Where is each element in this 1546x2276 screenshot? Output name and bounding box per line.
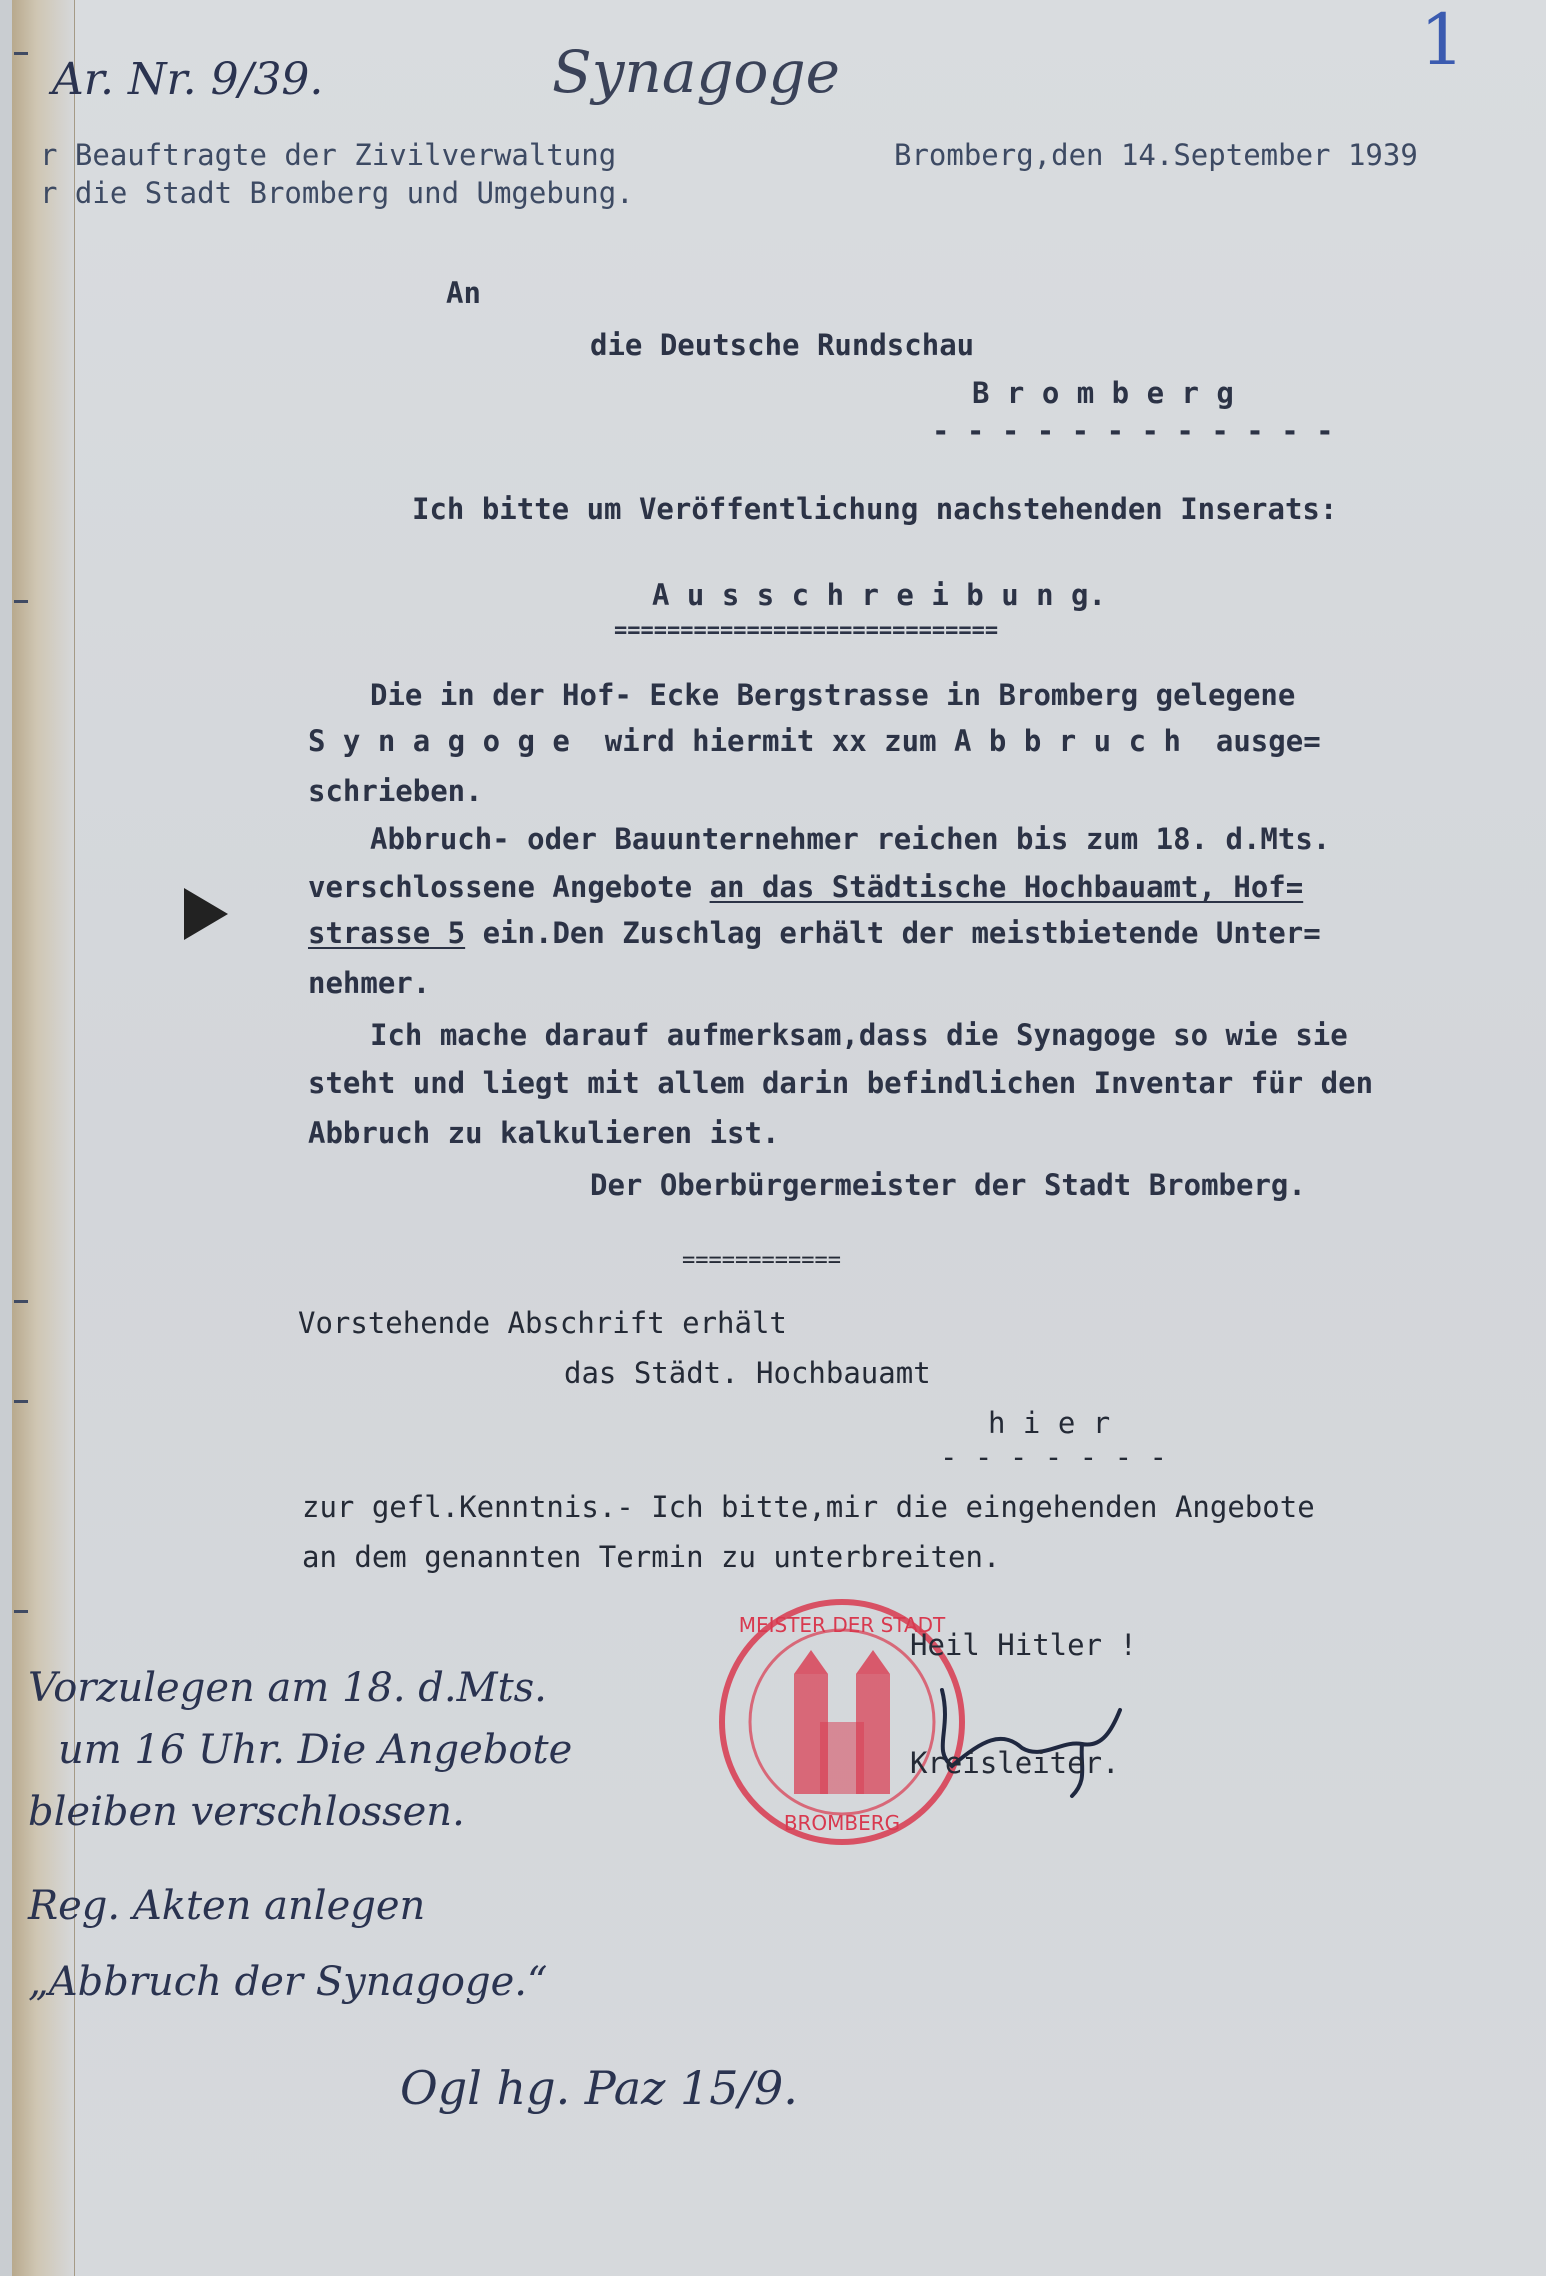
paragraph-2-line-1: Abbruch- oder Bauunternehmer reichen bis zum 18. d.Mts. [370,822,1331,856]
tender-heading-rule: ============================= [614,618,999,643]
note-1-line-3: bleiben verschlossen. [28,1789,465,1835]
stamp-text-bottom: BROMBERG [783,1811,901,1835]
greeting: Heil Hitler ! [910,1628,1137,1662]
copy-note-hier: h i e r [988,1406,1111,1440]
place-date: Bromberg,den 14.September 1939 [894,138,1418,172]
note-2-line-1: Reg. Akten anlegen [28,1883,426,1929]
note-1-line-1: Vorzulegen am 18. d.Mts. [28,1665,547,1711]
binder-mark [14,1610,28,1613]
copy-note-hier-rule: - - - - - - - [940,1440,1167,1474]
document-page [12,0,1546,2276]
paragraph-2-line-2 [308,870,1303,904]
paragraph-3-line-2: steht und liegt mit allem darin befindlichen Inventar für den [308,1066,1374,1100]
paragraph-3-line-1: Ich mache darauf aufmerksam,dass die Synagoge so wie sie [370,1018,1348,1052]
recipient-city-rule: - - - - - - - - - - - - [932,414,1334,448]
address-street: strasse 5 [308,916,466,950]
paragraph-1-line-2: S y n a g o g e wird hiermit xx zum A b b r u c h ausge= [308,724,1321,758]
binder-edge [12,0,75,2276]
separator-rule: ============ [682,1248,841,1273]
paragraph-1-line-3: schrieben. [308,774,483,808]
copy-note-line-4: zur gefl.Kenntnis.- Ich bitte,mir die eingehenden Angebote [302,1490,1315,1524]
copy-note-line-1: Vorstehende Abschrift erhält [298,1306,787,1340]
signatory-title: Kreisleiter. [910,1746,1120,1780]
paragraph-2-line-4: nehmer. [308,966,431,1000]
binder-mark [14,1300,28,1303]
note-3-initials: Ogl hg. Paz 15/9. [400,2061,798,2115]
binder-mark [14,52,28,55]
sender-line-2: r die Stadt Bromberg und Umgebung. [40,176,634,210]
note-2-line-2: „Abbruch der Synagoge.“ [28,1959,548,2005]
binder-mark [14,600,28,603]
handwritten-signature [912,1670,1142,1800]
paragraph-2-line-3 [308,916,1321,950]
address-hochbauamt: an das Städtische Hochbauamt, Hof= [709,870,1304,904]
file-number: Ar. Nr. 9/39. [52,54,324,105]
closing-sender: Der Oberbürgermeister der Stadt Bromberg. [590,1168,1306,1202]
page-number-marker: 1 [1420,0,1465,81]
stamp-text-top: MEISTER DER STADT [738,1613,946,1637]
sender-line-1: r Beauftragte der Zivilverwaltung [40,138,617,172]
recipient-name: die Deutsche Rundschau [590,328,975,362]
paragraph-3-line-3: Abbruch zu kalkulieren ist. [308,1116,780,1150]
binder-mark [14,1400,28,1403]
copy-note-line-5: an dem genannten Termin zu unterbreiten. [302,1540,1001,1574]
publication-request: Ich bitte um Veröffentlichung nachstehenden Inserats: [412,492,1338,526]
document-title-handwritten: Synagoge [552,38,840,106]
punch-hole-arrow [184,888,228,940]
tender-heading: A u s s c h r e i b u n g. [652,578,1106,612]
recipient-city: B r o m b e r g [972,376,1234,410]
address-an: An [446,276,481,310]
note-1-line-2: um 16 Uhr. Die Angebote [58,1727,573,1773]
paragraph-2-line-2-text: verschlossene Angebote [308,870,710,904]
paragraph-2-line-3-text: ein.Den Zuschlag erhält der meistbietende Unter= [465,916,1321,950]
paragraph-1-line-1: Die in der Hof- Ecke Bergstrasse in Bromberg gelegene [370,678,1296,712]
copy-note-recipient: das Städt. Hochbauamt [564,1356,931,1390]
